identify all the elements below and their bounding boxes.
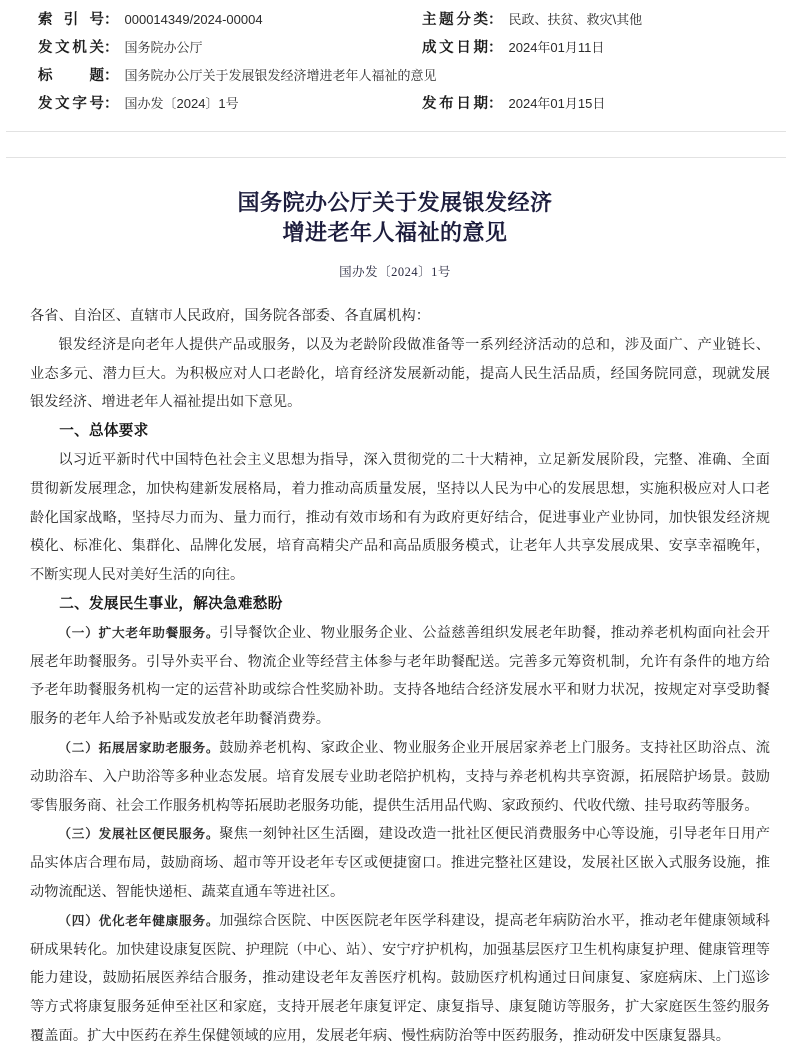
section-1-paragraph: 以习近平新时代中国特色社会主义思想为指导，深入贯彻党的二十大精神，立足新发展阶段，完整、准确、全面贯彻新发展理念，加快构建新发展格局，着力推动高质量发展，坚持以人民为中心的发展思想，实施积极应对人口老龄化国家战略，坚持尽力而为、量力而行，推动有效市场和有为政府更好结合，促进事业产业协同，加快银发经济规模化、标准化、集群化、品牌化发展，培育高精尖产品和高品质服务模式，让老年人共享发展成果、安享幸福晚年，不断实现人民对美好生活的向往。 [30, 451, 770, 584]
metadata-field-issuing-agency [0, 36, 390, 57]
metadata-label: 发文字号： [38, 96, 119, 112]
metadata-field-completion-date [390, 36, 790, 57]
metadata-field-title [0, 64, 437, 85]
salutation-paragraph: 各省、自治区、直辖市人民政府，国务院各部委、各直属机构： [30, 308, 431, 324]
page-title [0, 188, 790, 248]
subsection-4-paragraph [30, 907, 770, 1051]
metadata-row [0, 8, 790, 36]
document-title-block [0, 158, 790, 280]
subsection-1-text: 引导餐饮企业、物业服务企业、公益慈善组织发展老年助餐，推动养老机构面向社会开展老年助餐服务。引导外卖平台、物流企业等经营主体参与老年助餐配送。完善多元筹资机制，允许有条件的地方给予老年助餐服务机构一定的运营补助或综合性奖励补助。支持各地结合经济发展水平和财力状况，按规定对享受助餐服务的老年人给予补贴或发放老年助餐消费券。 [30, 624, 770, 728]
metadata-value: 000014349/2024-00004 [124, 12, 263, 27]
section-heading-1: 一、总体要求 [59, 423, 149, 440]
metadata-row [0, 36, 790, 64]
subsection-1-paragraph [30, 619, 770, 734]
metadata-value: 国务院办公厅 [124, 40, 203, 55]
preamble-paragraph: 银发经济是向老年人提供产品或服务，以及为老龄阶段做准备等一系列经济活动的总和，涉及面广、产业链长、业态多元、潜力巨大。为积极应对人口老龄化，培育经济发展新动能，提高人民生活品质，经国务院同意，现就发展银发经济、增进老年人福祉提出如下意见。 [30, 336, 770, 411]
document-metadata-header [0, 0, 790, 126]
metadata-label: 成文日期： [422, 40, 503, 56]
metadata-label: 主题分类： [422, 12, 503, 28]
subsection-heading-1: （一）扩大老年助餐服务。 [58, 625, 220, 640]
subsection-3-text: 聚焦一刻钟社区生活圈，建设改造一批社区便民消费服务中心等设施，引导老年日用产品实体店合理布局，鼓励商场、超市等开设老年专区或便捷窗口。推进完整社区建设，发展社区嵌入式服务设施，推动物流配送、智能快递柜、蔬菜直通车等进社区。 [30, 826, 770, 900]
metadata-label: 标题： [38, 68, 119, 84]
metadata-row [0, 92, 790, 120]
document-body [0, 280, 790, 1051]
metadata-value: 2024年01月11日 [508, 40, 605, 55]
metadata-value: 2024年01月15日 [508, 96, 606, 111]
document-number: 国办发〔2024〕1号 [339, 265, 451, 279]
page-title-line-1: 国务院办公厅关于发展银发经济 [237, 190, 553, 215]
metadata-label: 索引号： [38, 12, 119, 28]
metadata-label: 发布日期： [422, 96, 503, 112]
metadata-row [0, 64, 790, 92]
subsection-3-paragraph [30, 820, 770, 906]
metadata-value: 民政、扶贫、救灾\其他 [508, 12, 643, 27]
subsection-heading-2: （二）拓展居家助老服务。 [58, 740, 220, 755]
page-title-line-2: 增进老年人福祉的意见 [282, 220, 508, 245]
subsection-heading-4: （四）优化老年健康服务。 [58, 913, 220, 928]
metadata-field-index-number [0, 8, 390, 29]
subsection-heading-3: （三）发展社区便民服务。 [58, 827, 220, 842]
header-divider-top [6, 131, 786, 132]
subsection-2-text: 鼓励养老机构、家政企业、物业服务企业开展居家养老上门服务。支持社区助浴点、流动助浴车、入户助浴等多种业态发展。培育发展专业助老陪护机构，支持与养老机构共享资源，拓展陪护场景。鼓励零售服务商、社会工作服务机构等拓展助老服务功能，提供生活用品代购、家政预约、代收代缴、挂号取药等服务。 [30, 739, 770, 814]
metadata-field-subject-category [390, 8, 790, 29]
subsection-2-paragraph [30, 734, 770, 820]
metadata-field-document-number [0, 92, 390, 113]
subsection-4-text: 加强综合医院、中医医院老年医学科建设，提高老年病防治水平，推动老年健康领域科研成果转化。加快建设康复医院、护理院（中心、站）、安宁疗护机构，加强基层医疗卫生机构康复护理、健康管理等能力建设，鼓励拓展医养结合服务，推动建设老年友善医疗机构。鼓励医疗机构通过日间康复、家庭病床、上门巡诊等方式将康复服务延伸至社区和家庭，支持开展老年康复评定、康复指导、康复随访等服务，扩大家庭医生签约服务覆盖面。扩大中医药在养生保健领域的应用，发展老年病、慢性病防治等中医药服务，推动研发中医康复器具。 [30, 912, 770, 1044]
metadata-field-publish-date [390, 92, 790, 113]
metadata-value: 国务院办公厅关于发展银发经济增进老年人福祉的意见 [124, 68, 437, 83]
metadata-label: 发文机关： [38, 40, 119, 56]
section-heading-2: 二、发展民生事业，解决急难愁盼 [59, 595, 283, 612]
metadata-value: 国办发〔2024〕1号 [124, 96, 239, 111]
